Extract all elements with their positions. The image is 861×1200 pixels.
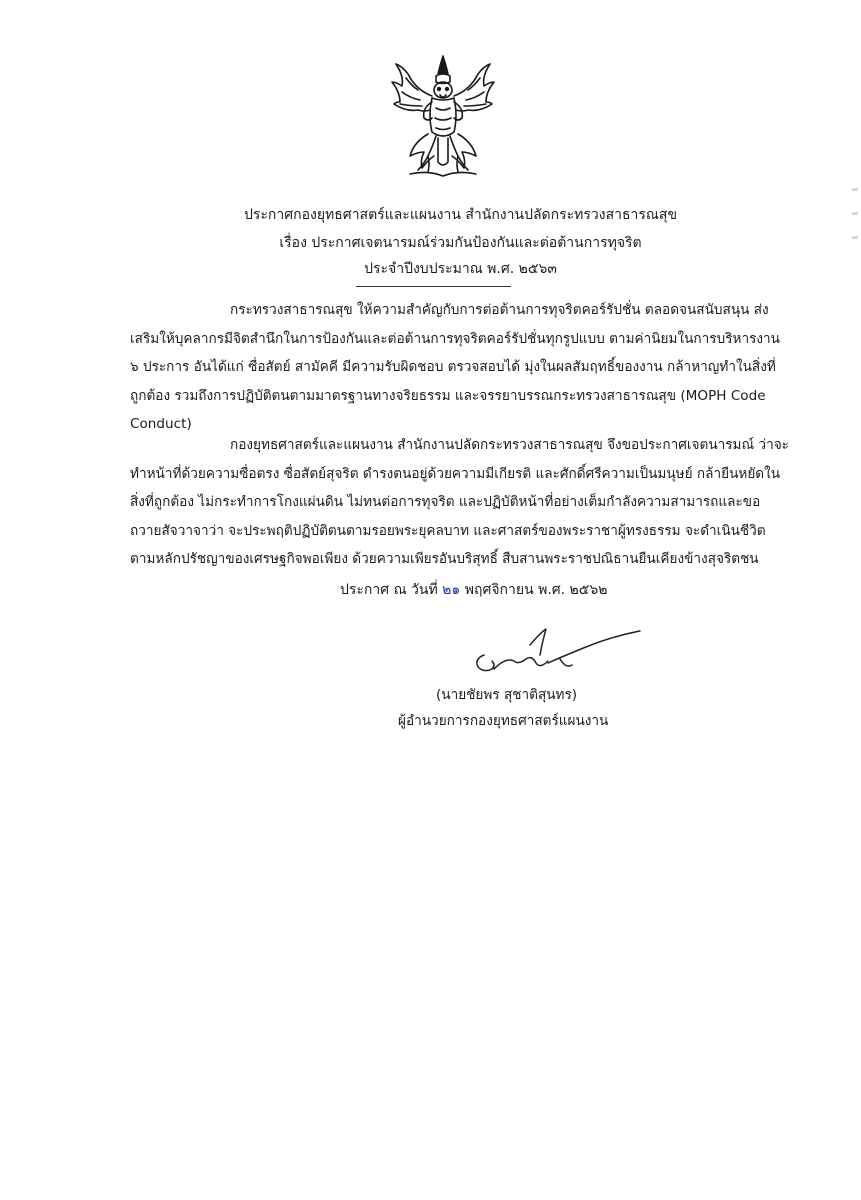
scan-edge-mark [852, 212, 858, 215]
scan-edge-mark [852, 236, 858, 239]
scan-edge-mark [852, 188, 858, 191]
paragraph-2-text: กองยุทธศาสตร์และแผนงาน สำนักงานปลัดกระทรวงสาธารณสุข จึงขอประกาศเจตนารมณ์ ว่าจะทำหน้าที่ด้วยความซื่อตรง ซื่อสัตย์สุจริต ดำรงตนอยู่ด้วยความมีเกียรติ และศักดิ์ศรีความเป็นมนุษย์ กล้ายืนหยัดในสิ่งที่ถูกต้อง ไม่กระทำการโกงแผ่นดิน ไม่ทนต่อการทุจริต และปฏิบัติหน้าที่อย่างเต็มกำลังความสามารถและขอถวายสัจวาจาว่า จะประพฤติปฏิบัติตนตามรอยพระยุคลบาท และศาสตร์ของพระราชาผู้ทรงธรรม จะดำเนินชีวิตตามหลักปรัชญาของเศรษฐกิจพอเพียง ด้วยความเพียรอันบริสุทธิ์ สืบสานพระราชปณิธานยืนเคียงข้างสุจริตชน [130, 437, 789, 567]
date-day: ๒๑ [442, 582, 461, 598]
document-title: ประกาศกองยุทธศาสตร์และแผนงาน สำนักงานปลัดกระทรวงสาธารณสุข [243, 207, 678, 223]
date-prefix: ประกาศ ณ วันที่ [340, 582, 438, 598]
handwritten-signature [470, 625, 650, 685]
paragraph-2 [130, 431, 790, 574]
header-underline [356, 286, 511, 287]
signatory-position: ผู้อำนวยการกองยุทธศาสตร์แผนงาน [398, 713, 609, 729]
document-subject: เรื่อง ประกาศเจตนารมณ์ร่วมกันป้องกันและต่อต้านการทุจริต [279, 235, 642, 251]
date-month-year: พฤศจิกายน พ.ศ. ๒๕๖๒ [464, 582, 608, 598]
announcement-date [340, 580, 608, 600]
paragraph-1 [130, 296, 790, 439]
fiscal-year: ประจำปีงบประมาณ พ.ศ. ๒๕๖๓ [364, 261, 557, 277]
signatory-name: (นายชัยพร สุชาติสุนทร) [436, 687, 578, 703]
paragraph-1-text: กระทรวงสาธารณสุข ให้ความสำคัญกับการต่อต้านการทุจริตคอร์รัปชั่น ตลอดจนสนับสนุน ส่งเสริมให้บุคลากรมีจิตสำนึกในการป้องกันและต่อต้านการทุจริตคอร์รัปชั่นทุกรูปแบบ ตามค่านิยมในการบริหารงาน ๖ ประการ อันได้แก่ ซื่อสัตย์ สามัคคี มีความรับผิดชอบ ตรวจสอบได้ มุ่งในผลสัมฤทธิ์ของงาน กล้าหาญทำในสิ่งที่ถูกต้อง รวมถึงการปฏิบัติตนตามมาตรฐานทางจริยธรรม และจรรยาบรรณกระทรวงสาธารณสุข (MOPH Code Conduct) [130, 302, 780, 432]
garuda-emblem [388, 52, 498, 180]
